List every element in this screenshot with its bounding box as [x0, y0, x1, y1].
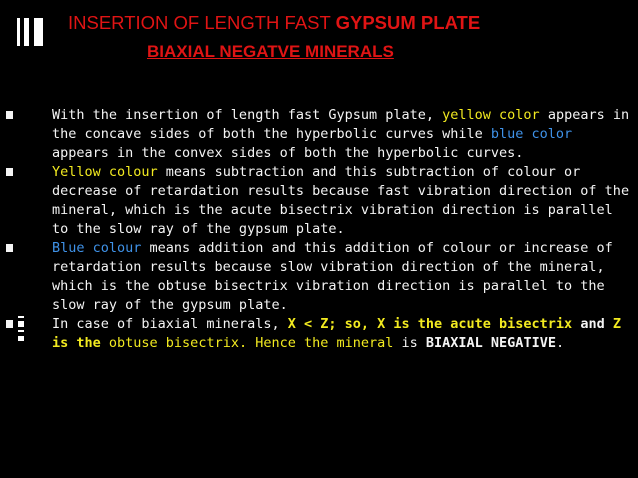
- bullet-text: is: [393, 335, 426, 351]
- bullet-text: In case of biaxial minerals,: [52, 316, 288, 332]
- bullet-text-bold: BIAXIAL NEGATIVE: [425, 335, 556, 351]
- bullet-text: appears in the concave sides of both the hyperbolic curves while: [52, 107, 630, 142]
- bullet-item: [6, 106, 632, 163]
- bullet-text-blue: Blue colour: [52, 240, 142, 256]
- bullet-text-yellow: Yellow colour: [52, 164, 158, 180]
- bullet-text: With the insertion of length fast Gypsum plate,: [52, 107, 443, 123]
- bullet-list: [6, 106, 632, 353]
- bullet-text-blue: blue color: [490, 126, 573, 142]
- bullet-text-yellow: obtuse bisectrix. Hence the mineral: [100, 335, 394, 351]
- deco-bar-top-2: [24, 18, 29, 46]
- bullet-square-icon: [6, 320, 13, 328]
- slide-title-normal: INSERTION OF LENGTH FAST: [68, 12, 336, 33]
- bullet-text: .: [555, 335, 565, 351]
- slide-title-bold: GYPSUM PLATE: [335, 12, 481, 33]
- bullet-text-yellow-bold: X < Z; so, X is the acute bisectrix: [287, 316, 573, 332]
- slide-subtitle: BIAXIAL NEGATVE MINERALS: [147, 42, 394, 61]
- bullet-item: [6, 239, 632, 315]
- bullet-square-icon: [6, 244, 13, 252]
- bullet-text-yellow: yellow color: [442, 107, 540, 123]
- bullet-text-yellow-bold: Z is the: [52, 316, 621, 351]
- deco-bar-top-1: [17, 18, 20, 46]
- bullet-text-bold: and: [572, 316, 613, 332]
- bullet-text: appears in the convex sides of both the hyperbolic curves.: [52, 145, 524, 161]
- slide-title: [68, 12, 480, 34]
- bullet-text: means subtraction and this subtraction of colour or decrease of retardation results because fast vibration direction of the mineral, which is the acute bisectrix vibration direction is parallel to the slow ray of the gypsum plate.: [52, 164, 630, 237]
- bullet-square-icon: [6, 168, 13, 176]
- bullet-item: [6, 315, 632, 353]
- bullet-square-icon: [6, 111, 13, 119]
- deco-bar-top-3: [34, 18, 43, 46]
- bullet-item: [6, 163, 632, 239]
- bullet-text: means addition and this addition of colour or increase of retardation results because slow vibration direction of the mineral, which is the obtuse bisectrix vibration direction is parallel to the slow ray of the gypsum plate.: [52, 240, 613, 313]
